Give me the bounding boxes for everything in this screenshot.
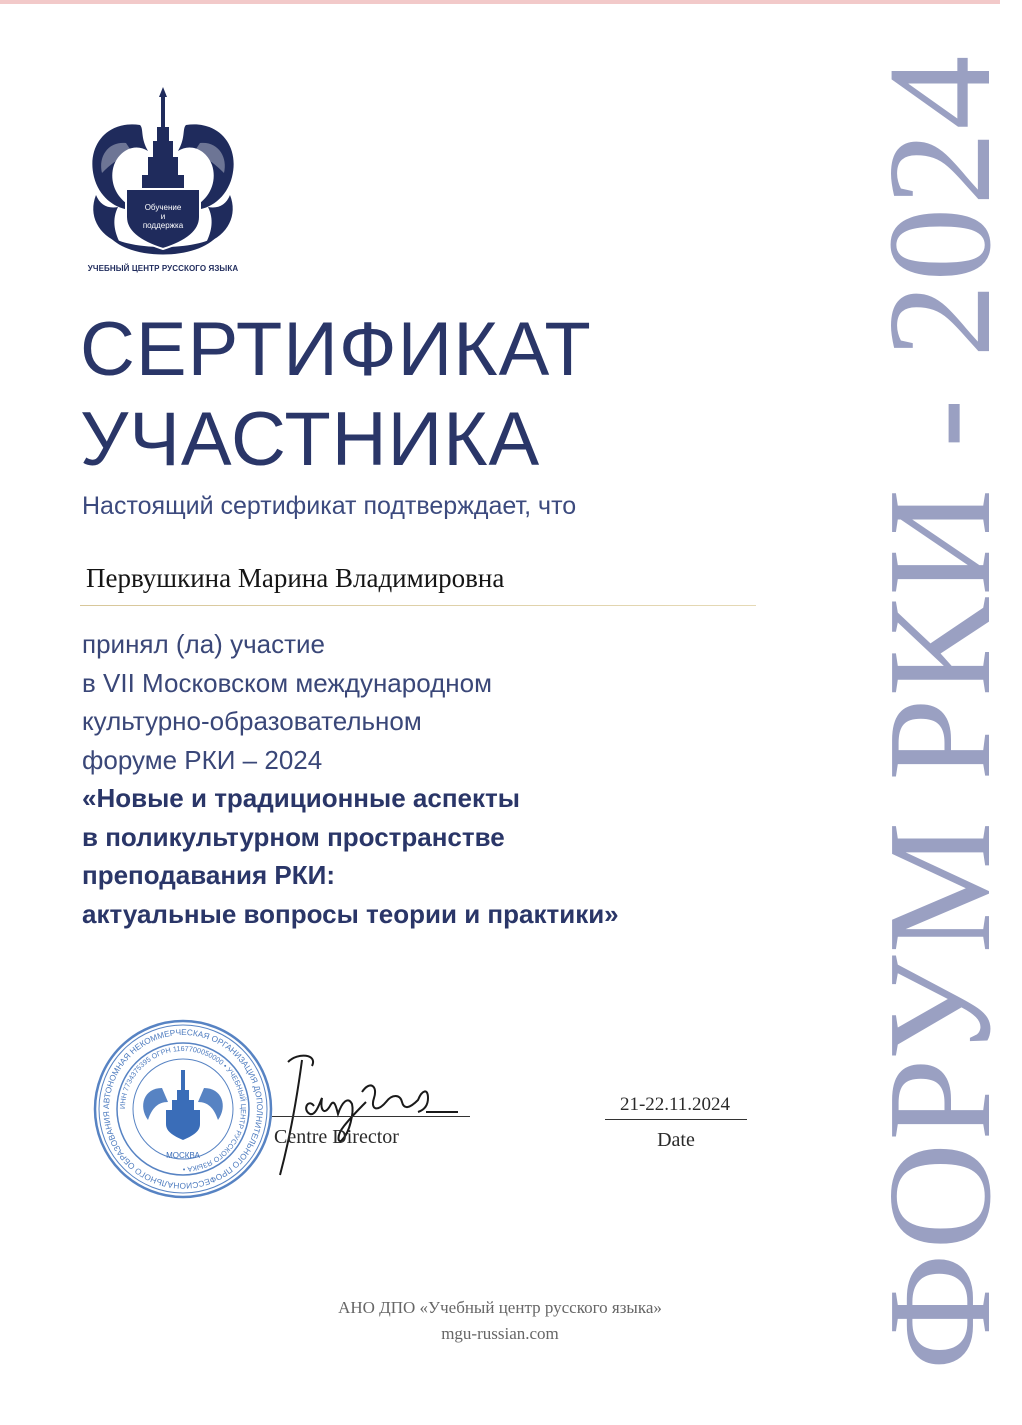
stamp-city: МОСКВА <box>166 1151 200 1160</box>
forum-theme-line: преподавания РКИ: <box>82 860 335 890</box>
body-line: в VII Московском международном <box>82 667 492 698</box>
participation-text <box>82 625 802 933</box>
logo-caption: УЧЕБНЫЙ ЦЕНТР РУССКОГО ЯЗЫКА <box>87 264 239 273</box>
training-center-logo <box>78 85 248 275</box>
director-label: Centre Director <box>274 1126 399 1148</box>
emblem-text-2: и <box>160 212 166 221</box>
stamp-seal-icon <box>92 1018 274 1200</box>
director-signature-line <box>272 1116 470 1117</box>
body-line: культурно-образовательном <box>82 706 422 736</box>
stamp-ring-text: АВТОНОМНАЯ НЕКОММЕРЧЕСКАЯ ОРГАНИЗАЦИЯ ДОПОЛНИТЕЛЬНОГО ПРОФЕССИОНАЛЬНОГО ОБРАЗОВАНИЯ <box>100 1026 266 1192</box>
name-underline <box>80 605 756 606</box>
stamp-inner-text: ИНН 7734375395 ОГРН 1167700050000 • УЧЕБНЫЙ ЦЕНТР РУССКОГО ЯЗЫКА • <box>117 1043 249 1175</box>
date-label: Date <box>657 1129 695 1151</box>
official-stamp <box>92 1018 274 1200</box>
footer-website: mgu-russian.com <box>441 1324 559 1343</box>
date-line <box>605 1119 747 1120</box>
handwritten-signature-icon <box>258 1040 468 1185</box>
forum-theme-line: в поликультурном пространстве <box>82 821 505 852</box>
forum-theme-line: «Новые и традиционные аспекты <box>82 783 520 813</box>
footer-organization: АНО ДПО «Учебный центр русского языка» <box>338 1298 662 1317</box>
certificate-title-line2: УЧАСТНИКА <box>80 397 541 482</box>
top-border <box>0 0 1000 4</box>
certificate-title-line1: СЕРТИФИКАТ <box>80 307 592 392</box>
recipient-name: Первушкина Марина Владимировна <box>86 563 505 593</box>
director-signature <box>258 1040 468 1185</box>
side-banner: ФОРУМ РКИ - 2024 <box>858 53 1022 1371</box>
forum-theme-line: актуальные вопросы теории и практики» <box>82 898 619 929</box>
body-line: принял (ла) участие <box>82 629 325 659</box>
event-date: 21-22.11.2024 <box>619 1094 731 1115</box>
emblem-text-1: Обучение <box>144 203 182 212</box>
emblem-text-3: поддержка <box>142 221 184 230</box>
intro-text: Настоящий сертификат подтверждает, что <box>82 492 577 520</box>
logo-emblem-icon <box>78 85 248 270</box>
body-line: форуме РКИ – 2024 <box>82 744 323 775</box>
